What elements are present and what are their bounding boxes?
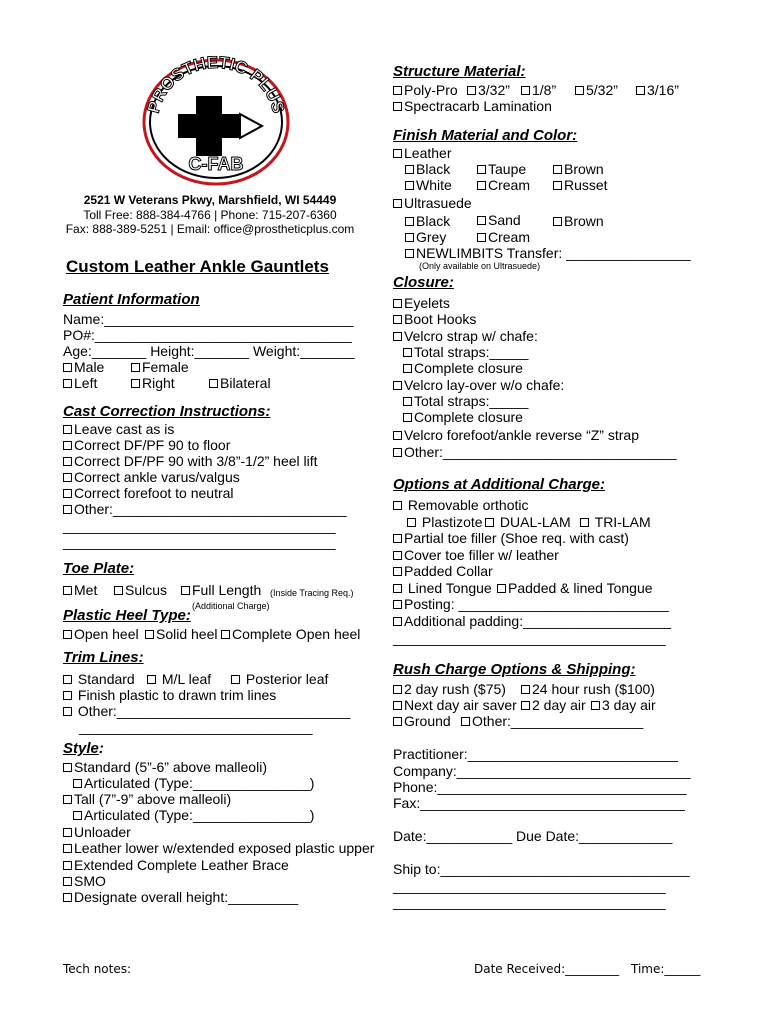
inside-tracing-note: (Inside Tracing Req.) [270,588,354,598]
leather-russet-checkbox[interactable]: Russet [553,177,608,193]
3-day-air-checkbox[interactable]: 3 day air [591,697,656,713]
style-header: Style: [63,740,104,757]
dual-lam-checkbox[interactable]: DUAL-LAM [485,514,571,530]
additional-charge-note: (Additional Charge) [192,601,270,611]
padded-collar-checkbox[interactable]: Padded Collar [393,563,493,579]
leather-white-checkbox[interactable]: White [405,177,452,193]
posting-checkbox[interactable]: Posting: ___________________________ [393,596,669,612]
ship-to-line[interactable]: ___________________________________ [393,878,666,894]
rush-header: Rush Charge Options & Shipping: [393,661,636,678]
svg-text:PROSTHETIC PLUS: PROSTHETIC PLUS [143,56,289,116]
tri-lam-checkbox[interactable]: TRI-LAM [580,514,651,530]
2-day-air-checkbox[interactable]: 2 day air [521,697,586,713]
thickness-5-32-checkbox[interactable]: 5/32” [575,82,618,98]
sulcus-checkbox[interactable]: Sulcus [114,582,167,598]
female-checkbox[interactable]: Female [131,359,189,375]
practitioner-field[interactable]: Practitioner:___________________________ [393,746,678,762]
date-due-date-field[interactable]: Date:___________ Due Date:____________ [393,828,673,844]
ship-to-field[interactable]: Ship to:________________________________ [393,861,690,877]
company-phone: Toll Free: 888-384-4766 | Phone: 715-207-6360 [83,208,337,222]
partial-toe-filler-checkbox[interactable]: Partial toe filler (Shoe req. with cast) [393,530,629,546]
trim-standard-checkbox[interactable]: Standard [63,671,135,687]
style-articulated-checkbox[interactable]: Articulated (Type:_______________) [73,807,314,823]
rush-24hour-checkbox[interactable]: 24 hour rush ($100) [521,681,655,697]
male-checkbox[interactable]: Male [63,359,104,375]
cast-option[interactable]: Correct DF/PF 90 to floor [63,437,230,453]
ultrasuede-sand-checkbox[interactable]: Sand [477,212,521,228]
lined-tongue-checkbox[interactable]: Lined Tongue [393,580,492,596]
trim-finish-plastic-checkbox[interactable]: Finish plastic to drawn trim lines [63,687,276,703]
company-logo [140,56,292,188]
open-heel-checkbox[interactable]: Open heel [63,626,139,642]
phone-field[interactable]: Phone:________________________________ [393,779,687,795]
padded-lined-tongue-checkbox[interactable]: Padded & lined Tongue [497,580,653,596]
total-straps-checkbox[interactable]: Total straps:_____ [403,393,528,409]
cast-other-line[interactable]: ___________________________________ [63,518,336,534]
company-field[interactable]: Company:______________________________ [393,763,691,779]
structure-material-header: Structure Material: [393,63,526,80]
additional-padding-checkbox[interactable]: Additional padding:___________________ [393,613,671,629]
cast-option[interactable]: Correct ankle varus/valgus [63,469,240,485]
plastic-heel-header: Plastic Heel Type: [63,607,191,624]
cast-option[interactable]: Correct DF/PF 90 with 3/8”-1/2” heel lift [63,453,318,469]
trim-lines-header: Trim Lines: [63,649,144,666]
complete-open-heel-checkbox[interactable]: Complete Open heel [221,626,360,642]
left-checkbox[interactable]: Left [63,375,97,391]
eyelets-checkbox[interactable]: Eyelets [393,295,450,311]
total-straps-checkbox[interactable]: Total straps:_____ [403,344,528,360]
thickness-1-8-checkbox[interactable]: 1/8” [521,82,556,98]
finish-material-header: Finish Material and Color: [393,127,578,144]
complete-closure-checkbox[interactable]: Complete closure [403,360,523,376]
leather-taupe-checkbox[interactable]: Taupe [477,161,526,177]
options-header: Options at Additional Charge: [393,476,605,493]
complete-closure-checkbox[interactable]: Complete closure [403,409,523,425]
rush-2day-checkbox[interactable]: 2 day rush ($75) [393,681,506,697]
form-title: Custom Leather Ankle Gauntlets [66,257,329,276]
toe-plate-header: Toe Plate: [63,560,135,577]
cast-other-line[interactable]: ___________________________________ [63,534,336,550]
met-checkbox[interactable]: Met [63,582,97,598]
shipping-other-checkbox[interactable]: Other:_________________ [461,713,643,729]
style-tall-checkbox[interactable]: Tall (7”-9” above malleoli) [63,791,231,807]
patient-info-header: Patient Information [63,291,200,308]
full-length-checkbox[interactable]: Full Length [181,582,261,598]
bilateral-checkbox[interactable]: Bilateral [209,375,271,391]
solid-heel-checkbox[interactable]: Solid heel [145,626,218,642]
ship-to-line[interactable]: ___________________________________ [393,894,666,910]
trim-other-line[interactable]: ______________________________ [79,719,313,735]
style-leather-lower-checkbox[interactable]: Leather lower w/extended exposed plastic upper [63,840,374,856]
cast-option[interactable]: Correct forefoot to neutral [63,485,234,501]
thickness-3-32-checkbox[interactable]: 3/32” [467,82,510,98]
po-field[interactable]: PO#:_________________________________ [63,327,352,343]
company-fax-email: Fax: 888-389-5251 | Email: office@prostheticplus.com [65,222,355,236]
leather-cream-checkbox[interactable]: Cream [477,177,530,193]
ultrasuede-brown-checkbox[interactable]: Brown [553,213,604,229]
date-received-field[interactable]: Date Received:_________ [474,962,620,976]
tech-notes-label: Tech notes: [63,962,132,976]
newlimbits-checkbox[interactable]: NEWLIMBITS Transfer: ________________ [405,245,691,261]
trim-other-checkbox[interactable]: Other:______________________________ [63,703,350,719]
trim-ml-leaf-checkbox[interactable]: M/L leaf [147,671,211,687]
style-standard-checkbox[interactable]: Standard (5”-6” above malleoli) [63,759,267,775]
closure-other-checkbox[interactable]: Other:______________________________ [393,444,677,460]
svg-text:C-FAB: C-FAB [188,154,244,174]
boot-hooks-checkbox[interactable]: Boot Hooks [393,311,476,327]
ultrasuede-cream-checkbox[interactable]: Cream [477,229,530,245]
company-address: 2521 W Veterans Pkwy, Marshfield, WI 54449 [83,193,337,207]
style-designate-height-checkbox[interactable]: Designate overall height:_________ [63,889,298,905]
leather-black-checkbox[interactable]: Black [405,161,450,177]
velcro-reverse-z-checkbox[interactable]: Velcro forefoot/ankle reverse “Z” strap [393,427,639,443]
velcro-strap-checkbox[interactable]: Velcro strap w/ chafe: [393,328,538,344]
removable-orthotic-checkbox[interactable]: Removable orthotic [393,497,529,513]
ultrasuede-checkbox[interactable]: Ultrasuede [393,195,472,211]
plastizote-checkbox[interactable]: Plastizote [407,514,483,530]
style-smo-checkbox[interactable]: SMO [63,873,106,889]
ultrasuede-black-checkbox[interactable]: Black [405,213,450,229]
ultrasuede-grey-checkbox[interactable]: Grey [405,229,446,245]
time-field[interactable]: Time:______ [631,962,701,976]
velcro-layover-checkbox[interactable]: Velcro lay-over w/o chafe: [393,377,564,393]
right-checkbox[interactable]: Right [131,375,175,391]
fax-field[interactable]: Fax:__________________________________ [393,795,685,811]
name-field[interactable]: Name:________________________________ [63,311,354,327]
options-line[interactable]: ___________________________________ [393,630,666,646]
ground-checkbox[interactable]: Ground [393,713,451,729]
closure-header: Closure: [393,274,454,291]
style-extended-checkbox[interactable]: Extended Complete Leather Brace [63,857,289,873]
cast-option[interactable]: Leave cast as is [63,421,174,437]
polypro-checkbox[interactable]: Poly-Pro [393,82,458,98]
style-articulated-checkbox[interactable]: Articulated (Type:_______________) [73,775,314,791]
cast-option-other[interactable]: Other:______________________________ [63,501,347,517]
cover-toe-filler-checkbox[interactable]: Cover toe filler w/ leather [393,547,559,563]
cast-correction-header: Cast Correction Instructions: [63,403,271,420]
spectracarb-checkbox[interactable]: Spectracarb Lamination [393,98,552,114]
thickness-3-16-checkbox[interactable]: 3/16” [636,82,679,98]
trim-posterior-leaf-checkbox[interactable]: Posterior leaf [231,671,328,687]
style-unloader-checkbox[interactable]: Unloader [63,824,131,840]
ultrasuede-only-note: (Only available on Ultrasuede) [419,261,541,271]
leather-brown-checkbox[interactable]: Brown [553,161,604,177]
age-height-weight-field[interactable]: Age:_______ Height:_______ Weight:_______ [63,343,355,359]
leather-checkbox[interactable]: Leather [393,145,451,161]
next-day-air-checkbox[interactable]: Next day air saver [393,697,517,713]
